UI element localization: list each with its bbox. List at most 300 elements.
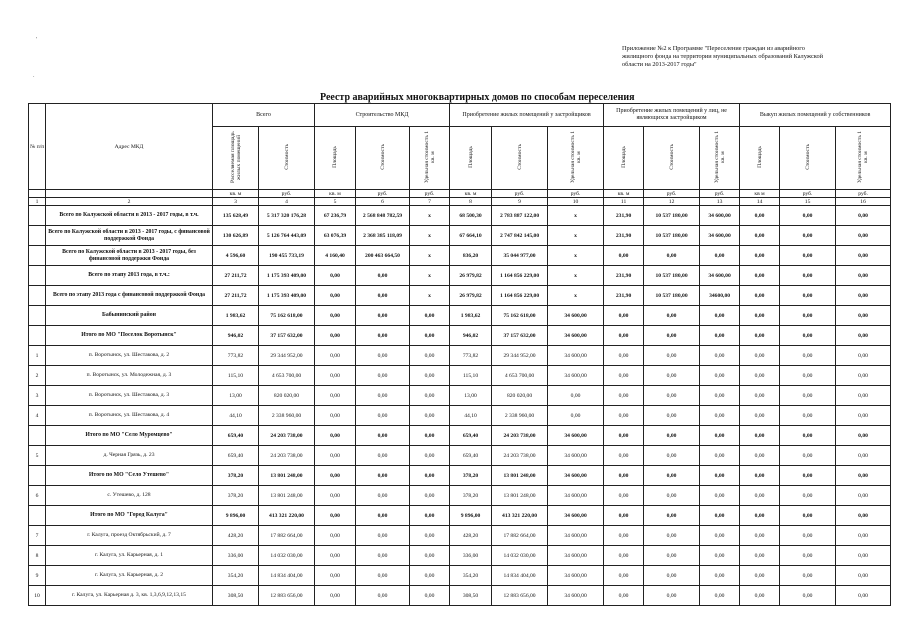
row-value: 0,00 bbox=[410, 566, 450, 586]
group-non-developer-header: Приобретение жилых помещений у лиц, не являющихся застройщиком bbox=[604, 104, 740, 127]
row-value: 0,00 bbox=[644, 406, 700, 426]
row-value: 115,10 bbox=[450, 366, 492, 386]
row-value: 0,00 bbox=[740, 386, 780, 406]
sub-header: Удельная стоимость 1 кв. м bbox=[700, 127, 740, 190]
row-value: 0,00 bbox=[700, 466, 740, 486]
row-value: 1 175 393 409,00 bbox=[259, 266, 315, 286]
row-address: п. Воротынск, ул. Шестакова, д. 4 bbox=[46, 406, 213, 426]
column-index-cell: 16 bbox=[836, 198, 891, 206]
row-value: 34 600,00 bbox=[548, 306, 604, 326]
row-number bbox=[29, 246, 46, 266]
row-value: 75 162 618,00 bbox=[492, 306, 548, 326]
house-row bbox=[29, 586, 891, 606]
row-number: 4 bbox=[29, 406, 46, 426]
row-value: 9 896,00 bbox=[213, 506, 259, 526]
row-value: 659,40 bbox=[450, 446, 492, 466]
units-cell: руб. bbox=[780, 190, 836, 198]
row-value: х bbox=[410, 226, 450, 246]
row-address: п. Воротынск, ул. Шестакова, д. 3 bbox=[46, 386, 213, 406]
house-row bbox=[29, 486, 891, 506]
units-cell: руб. bbox=[700, 190, 740, 198]
row-value: 0,00 bbox=[836, 486, 891, 506]
row-number: 10 bbox=[29, 586, 46, 606]
row-value: 0,00 bbox=[315, 386, 356, 406]
col-num-header: № п/п bbox=[29, 104, 46, 190]
row-value: 2 747 842 145,00 bbox=[492, 226, 548, 246]
row-value: 0,00 bbox=[604, 246, 644, 266]
row-value: 0,00 bbox=[780, 466, 836, 486]
row-value: 0,00 bbox=[836, 226, 891, 246]
row-address: Всего по этапу 2013 года с финансовой поддержкой Фонда bbox=[46, 286, 213, 306]
row-value: 24 203 738,00 bbox=[492, 426, 548, 446]
row-value: 0,00 bbox=[740, 366, 780, 386]
row-value: 0,00 bbox=[604, 306, 644, 326]
row-value: 5 317 320 176,28 bbox=[259, 206, 315, 226]
appendix-note bbox=[622, 45, 887, 69]
group-buyout-header: Выкуп жилых помещений у собственников bbox=[740, 104, 891, 127]
row-value: 231,90 bbox=[604, 286, 644, 306]
row-value: 0,00 bbox=[780, 266, 836, 286]
row-value: 354,20 bbox=[450, 566, 492, 586]
row-value: 190 455 733,19 bbox=[259, 246, 315, 266]
row-value: 308,50 bbox=[213, 586, 259, 606]
row-value: 0,00 bbox=[780, 226, 836, 246]
row-value: 820 020,00 bbox=[259, 386, 315, 406]
row-value: 44,10 bbox=[213, 406, 259, 426]
summary-row bbox=[29, 206, 891, 226]
row-value: 0,00 bbox=[836, 386, 891, 406]
row-value: 0,00 bbox=[356, 446, 410, 466]
row-number bbox=[29, 266, 46, 286]
row-value: 2 783 887 122,00 bbox=[492, 206, 548, 226]
row-value: 0,00 bbox=[836, 526, 891, 546]
row-value: 10 537 180,00 bbox=[644, 286, 700, 306]
registry-table bbox=[28, 103, 891, 606]
row-value: 0,00 bbox=[410, 306, 450, 326]
header-group-row bbox=[29, 104, 891, 127]
row-value: х bbox=[410, 286, 450, 306]
group-developer-header: Приобретение жилых помещений у застройщиков bbox=[450, 104, 604, 127]
row-value: 68 500,30 bbox=[450, 206, 492, 226]
summary-row bbox=[29, 266, 891, 286]
row-value: 773,82 bbox=[450, 346, 492, 366]
row-value: 34 600,00 bbox=[548, 446, 604, 466]
row-value: 34 600,00 bbox=[548, 346, 604, 366]
row-address: Всего по этапу 2013 года, в т.ч.: bbox=[46, 266, 213, 286]
row-value: 0,00 bbox=[315, 266, 356, 286]
row-value: 4 653 700,00 bbox=[259, 366, 315, 386]
row-value: 0,00 bbox=[315, 426, 356, 446]
row-value: х bbox=[548, 226, 604, 246]
row-value: 0,00 bbox=[410, 446, 450, 466]
row-value: 0,00 bbox=[780, 426, 836, 446]
document-title: Реестр аварийных многоквартирных домов по способам переселения bbox=[320, 92, 635, 103]
column-index-row bbox=[29, 198, 891, 206]
sub-header: Стоимость bbox=[356, 127, 410, 190]
row-value: 14 834 404,00 bbox=[259, 566, 315, 586]
row-number bbox=[29, 426, 46, 446]
column-index-cell: 6 bbox=[356, 198, 410, 206]
row-value: 378,20 bbox=[450, 486, 492, 506]
row-value: 0,00 bbox=[410, 466, 450, 486]
row-value: 0,00 bbox=[356, 326, 410, 346]
row-value: 4 596,60 bbox=[213, 246, 259, 266]
row-value: 0,00 bbox=[410, 526, 450, 546]
row-value: 659,40 bbox=[213, 446, 259, 466]
row-value: 0,00 bbox=[356, 426, 410, 446]
row-value: 10 537 180,00 bbox=[644, 206, 700, 226]
row-value: 27 211,72 bbox=[213, 266, 259, 286]
row-value: 37 157 632,00 bbox=[259, 326, 315, 346]
column-index-cell: 13 bbox=[700, 198, 740, 206]
row-number: 1 bbox=[29, 346, 46, 366]
row-value: 2 338 960,00 bbox=[259, 406, 315, 426]
sub-header: Расселяемая площадь жилых помещений bbox=[213, 127, 259, 190]
row-value: 0,00 bbox=[700, 426, 740, 446]
row-value: 0,00 bbox=[700, 386, 740, 406]
row-value: 1 983,62 bbox=[213, 306, 259, 326]
row-value: 0,00 bbox=[740, 586, 780, 606]
row-address: Итого по МО "Город Калуга" bbox=[46, 506, 213, 526]
sub-header: Удельная стоимость 1 кв. м bbox=[410, 127, 450, 190]
row-value: 0,00 bbox=[700, 246, 740, 266]
row-value: 34 600,00 bbox=[700, 266, 740, 286]
row-value: 0,00 bbox=[740, 246, 780, 266]
row-value: 34 600,00 bbox=[548, 526, 604, 546]
row-value: 135 628,49 bbox=[213, 206, 259, 226]
row-value: 0,00 bbox=[836, 586, 891, 606]
sub-header: Стоимость bbox=[492, 127, 548, 190]
units-cell: руб. bbox=[548, 190, 604, 198]
row-value: 413 321 220,00 bbox=[492, 506, 548, 526]
row-value: 0,00 bbox=[604, 366, 644, 386]
row-value: 0,00 bbox=[836, 566, 891, 586]
sub-header: Стоимость bbox=[644, 127, 700, 190]
row-value: х bbox=[548, 246, 604, 266]
row-value: 336,00 bbox=[450, 546, 492, 566]
sub-header: Стоимость bbox=[259, 127, 315, 190]
column-index-cell: 10 bbox=[548, 198, 604, 206]
group-total-header: Всего bbox=[213, 104, 315, 127]
row-value: 659,40 bbox=[450, 426, 492, 446]
row-value: 0,00 bbox=[740, 406, 780, 426]
summary-row bbox=[29, 286, 891, 306]
column-index-cell: 4 bbox=[259, 198, 315, 206]
row-value: 0,00 bbox=[780, 566, 836, 586]
row-value: 13 801 248,00 bbox=[259, 466, 315, 486]
row-value: 0,00 bbox=[315, 546, 356, 566]
row-value: 4 160,40 bbox=[315, 246, 356, 266]
row-value: 0,00 bbox=[356, 566, 410, 586]
row-value: 34 600,00 bbox=[548, 566, 604, 586]
row-value: 0,00 bbox=[780, 586, 836, 606]
row-value: 0,00 bbox=[315, 346, 356, 366]
house-row bbox=[29, 406, 891, 426]
row-number bbox=[29, 286, 46, 306]
row-value: 231,90 bbox=[604, 226, 644, 246]
row-value: 63 076,39 bbox=[315, 226, 356, 246]
row-value: 0,00 bbox=[410, 506, 450, 526]
row-value: 0,00 bbox=[356, 586, 410, 606]
row-value: 0,00 bbox=[410, 546, 450, 566]
row-value: 0,00 bbox=[604, 486, 644, 506]
row-value: 17 882 664,00 bbox=[492, 526, 548, 546]
row-value: 0,00 bbox=[548, 406, 604, 426]
row-value: 946,02 bbox=[450, 326, 492, 346]
row-value: 0,00 bbox=[315, 446, 356, 466]
row-value: 0,00 bbox=[836, 426, 891, 446]
row-value: 0,00 bbox=[836, 346, 891, 366]
row-value: 1 175 393 409,00 bbox=[259, 286, 315, 306]
row-value: 0,00 bbox=[356, 346, 410, 366]
row-value: 0,00 bbox=[740, 506, 780, 526]
column-index-cell: 3 bbox=[213, 198, 259, 206]
row-value: 14 032 030,00 bbox=[259, 546, 315, 566]
row-value: 0,00 bbox=[604, 426, 644, 446]
row-value: 0,00 bbox=[410, 426, 450, 446]
row-value: 0,00 bbox=[410, 326, 450, 346]
row-value: 13 801 248,00 bbox=[492, 486, 548, 506]
summary-row bbox=[29, 426, 891, 446]
row-number: 2 bbox=[29, 366, 46, 386]
column-index-cell: 11 bbox=[604, 198, 644, 206]
row-value: 0,00 bbox=[644, 586, 700, 606]
row-value: 0,00 bbox=[740, 206, 780, 226]
row-value: 0,00 bbox=[740, 426, 780, 446]
row-value: 0,00 bbox=[700, 526, 740, 546]
units-cell: кв. м bbox=[450, 190, 492, 198]
row-value: 0,00 bbox=[644, 346, 700, 366]
row-value: 0,00 bbox=[604, 566, 644, 586]
summary-row bbox=[29, 246, 891, 266]
row-value: 0,00 bbox=[740, 526, 780, 546]
row-value: 34 600,00 bbox=[700, 206, 740, 226]
scan-mark: . bbox=[33, 73, 35, 79]
row-value: 34 600,00 bbox=[548, 466, 604, 486]
row-value: 0,00 bbox=[836, 266, 891, 286]
row-value: 0,00 bbox=[644, 566, 700, 586]
row-value: 0,00 bbox=[780, 506, 836, 526]
row-value: 0,00 bbox=[315, 506, 356, 526]
row-value: 4 653 700,00 bbox=[492, 366, 548, 386]
row-address: г. Калуга, ул. Карьерная, д. 1 bbox=[46, 546, 213, 566]
row-value: х bbox=[548, 286, 604, 306]
row-value: 0,00 bbox=[836, 446, 891, 466]
row-value: 0,00 bbox=[410, 586, 450, 606]
row-value: 0,00 bbox=[700, 566, 740, 586]
row-value: 34 600,00 bbox=[548, 506, 604, 526]
sub-header: Площадь bbox=[740, 127, 780, 190]
sub-header: Площадь bbox=[604, 127, 644, 190]
appendix-note-line: Приложение №2 к Программе "Переселение граждан из аварийного bbox=[622, 45, 805, 52]
row-value: 0,00 bbox=[315, 566, 356, 586]
row-value: 44,10 bbox=[450, 406, 492, 426]
row-value: 0,00 bbox=[315, 326, 356, 346]
row-address: г. Калуга, ул. Карьерная, д. 2 bbox=[46, 566, 213, 586]
row-value: 0,00 bbox=[315, 366, 356, 386]
sub-header: Площадь bbox=[315, 127, 356, 190]
row-value: 0,00 bbox=[315, 306, 356, 326]
row-value: 0,00 bbox=[356, 466, 410, 486]
row-value: 0,00 bbox=[604, 546, 644, 566]
row-value: 0,00 bbox=[356, 306, 410, 326]
row-address: Итого по МО "Село Муромцево" bbox=[46, 426, 213, 446]
row-value: 413 321 220,00 bbox=[259, 506, 315, 526]
row-value: 0,00 bbox=[548, 386, 604, 406]
row-value: 0,00 bbox=[604, 586, 644, 606]
row-value: 0,00 bbox=[700, 306, 740, 326]
row-value: 34 600,00 bbox=[548, 486, 604, 506]
row-address: Бабынинский район bbox=[46, 306, 213, 326]
units-cell: руб. bbox=[410, 190, 450, 198]
row-value: 34600,00 bbox=[700, 286, 740, 306]
row-value: 0,00 bbox=[836, 286, 891, 306]
column-index-cell: 2 bbox=[46, 198, 213, 206]
row-address: Всего по Калужской области в 2013 - 2017 годы, в т.ч. bbox=[46, 206, 213, 226]
row-value: 0,00 bbox=[644, 306, 700, 326]
row-value: 0,00 bbox=[356, 386, 410, 406]
row-value: 0,00 bbox=[644, 246, 700, 266]
row-number bbox=[29, 226, 46, 246]
house-row bbox=[29, 566, 891, 586]
row-value: 0,00 bbox=[836, 466, 891, 486]
row-value: 946,02 bbox=[213, 326, 259, 346]
row-number bbox=[29, 466, 46, 486]
row-value: 0,00 bbox=[410, 366, 450, 386]
row-value: 231,90 bbox=[604, 206, 644, 226]
column-index-cell: 1 bbox=[29, 198, 46, 206]
row-value: х bbox=[548, 206, 604, 226]
row-value: 0,00 bbox=[780, 286, 836, 306]
row-value: 0,00 bbox=[740, 306, 780, 326]
row-number: 6 bbox=[29, 486, 46, 506]
row-value: 0,00 bbox=[604, 526, 644, 546]
summary-row bbox=[29, 326, 891, 346]
row-value: 0,00 bbox=[740, 326, 780, 346]
sub-header: Удельная стоимость 1 кв. м bbox=[548, 127, 604, 190]
row-value: 0,00 bbox=[604, 326, 644, 346]
row-value: 29 344 952,00 bbox=[492, 346, 548, 366]
row-value: 0,00 bbox=[644, 506, 700, 526]
row-value: 0,00 bbox=[836, 506, 891, 526]
row-value: 378,20 bbox=[213, 486, 259, 506]
row-address: д. Черная Грязь, д. 23 bbox=[46, 446, 213, 466]
row-value: 1 983,62 bbox=[450, 306, 492, 326]
row-address: Итого по МО "Поселок Воротынск" bbox=[46, 326, 213, 346]
column-index-cell: 5 bbox=[315, 198, 356, 206]
row-value: 336,00 bbox=[213, 546, 259, 566]
row-number: 9 bbox=[29, 566, 46, 586]
row-number: 7 bbox=[29, 526, 46, 546]
row-value: 0,00 bbox=[700, 346, 740, 366]
row-value: 0,00 bbox=[836, 246, 891, 266]
row-value: 13 801 248,00 bbox=[492, 466, 548, 486]
units-cell: кв. м bbox=[213, 190, 259, 198]
row-value: 0,00 bbox=[700, 586, 740, 606]
row-value: 0,00 bbox=[410, 386, 450, 406]
row-value: 13,00 bbox=[450, 386, 492, 406]
house-row bbox=[29, 546, 891, 566]
column-index-cell: 9 bbox=[492, 198, 548, 206]
row-value: 0,00 bbox=[700, 486, 740, 506]
row-value: 0,00 bbox=[604, 406, 644, 426]
sub-header: Площадь bbox=[450, 127, 492, 190]
row-number: 8 bbox=[29, 546, 46, 566]
row-value: 17 882 664,00 bbox=[259, 526, 315, 546]
row-value: 428,20 bbox=[213, 526, 259, 546]
row-value: 378,20 bbox=[213, 466, 259, 486]
row-value: 0,00 bbox=[780, 246, 836, 266]
house-row bbox=[29, 446, 891, 466]
column-index-cell: 8 bbox=[450, 198, 492, 206]
row-value: 0,00 bbox=[836, 546, 891, 566]
row-value: 0,00 bbox=[836, 366, 891, 386]
row-value: 34 600,00 bbox=[548, 426, 604, 446]
row-value: 0,00 bbox=[356, 506, 410, 526]
row-value: 0,00 bbox=[356, 286, 410, 306]
row-value: 0,00 bbox=[315, 486, 356, 506]
row-value: 0,00 bbox=[356, 366, 410, 386]
row-value: 308,50 bbox=[450, 586, 492, 606]
row-value: 0,00 bbox=[644, 426, 700, 446]
row-address: Всего по Калужской области в 2013 - 2017 годы, без финансовой поддержки Фонда bbox=[46, 246, 213, 266]
row-value: 37 157 632,00 bbox=[492, 326, 548, 346]
sub-header: Удельная стоимость 1 кв. м bbox=[836, 127, 891, 190]
row-value: 0,00 bbox=[700, 506, 740, 526]
row-value: 378,20 bbox=[450, 466, 492, 486]
units-cell: кв. м bbox=[315, 190, 356, 198]
row-value: 0,00 bbox=[644, 386, 700, 406]
summary-row bbox=[29, 506, 891, 526]
row-value: 0,00 bbox=[356, 546, 410, 566]
row-value: 0,00 bbox=[315, 466, 356, 486]
row-address: Итого по МО "Село Утешево" bbox=[46, 466, 213, 486]
row-value: 0,00 bbox=[780, 366, 836, 386]
row-value: 0,00 bbox=[700, 366, 740, 386]
row-value: 0,00 bbox=[780, 206, 836, 226]
row-value: 836,20 bbox=[450, 246, 492, 266]
units-row bbox=[29, 190, 891, 198]
row-value: 0,00 bbox=[780, 486, 836, 506]
row-value: 0,00 bbox=[644, 486, 700, 506]
row-value: 27 211,72 bbox=[213, 286, 259, 306]
row-value: 0,00 bbox=[644, 366, 700, 386]
row-value: 820 020,00 bbox=[492, 386, 548, 406]
row-value: 2 338 960,00 bbox=[492, 406, 548, 426]
row-value: 26 979,82 bbox=[450, 266, 492, 286]
house-row bbox=[29, 366, 891, 386]
row-value: 26 979,82 bbox=[450, 286, 492, 306]
row-value: 34 600,00 bbox=[700, 226, 740, 246]
row-value: 0,00 bbox=[700, 406, 740, 426]
row-value: 130 626,89 bbox=[213, 226, 259, 246]
units-cell: руб. bbox=[644, 190, 700, 198]
appendix-note-line: области на 2013-2017 годы" bbox=[622, 61, 697, 68]
row-value: х bbox=[410, 206, 450, 226]
house-row bbox=[29, 346, 891, 366]
row-value: 0,00 bbox=[604, 506, 644, 526]
row-value: 115,10 bbox=[213, 366, 259, 386]
row-value: 0,00 bbox=[644, 326, 700, 346]
row-address: Всего по Калужской области в 2013 - 2017 годы, с финансовой поддержкой Фонда bbox=[46, 226, 213, 246]
row-value: 0,00 bbox=[780, 346, 836, 366]
row-value: 0,00 bbox=[644, 466, 700, 486]
units-cell bbox=[29, 190, 46, 198]
row-value: 34 600,00 bbox=[548, 366, 604, 386]
group-construction-header: Строительство МКД bbox=[315, 104, 450, 127]
row-value: 0,00 bbox=[700, 326, 740, 346]
row-value: 24 203 738,00 bbox=[492, 446, 548, 466]
